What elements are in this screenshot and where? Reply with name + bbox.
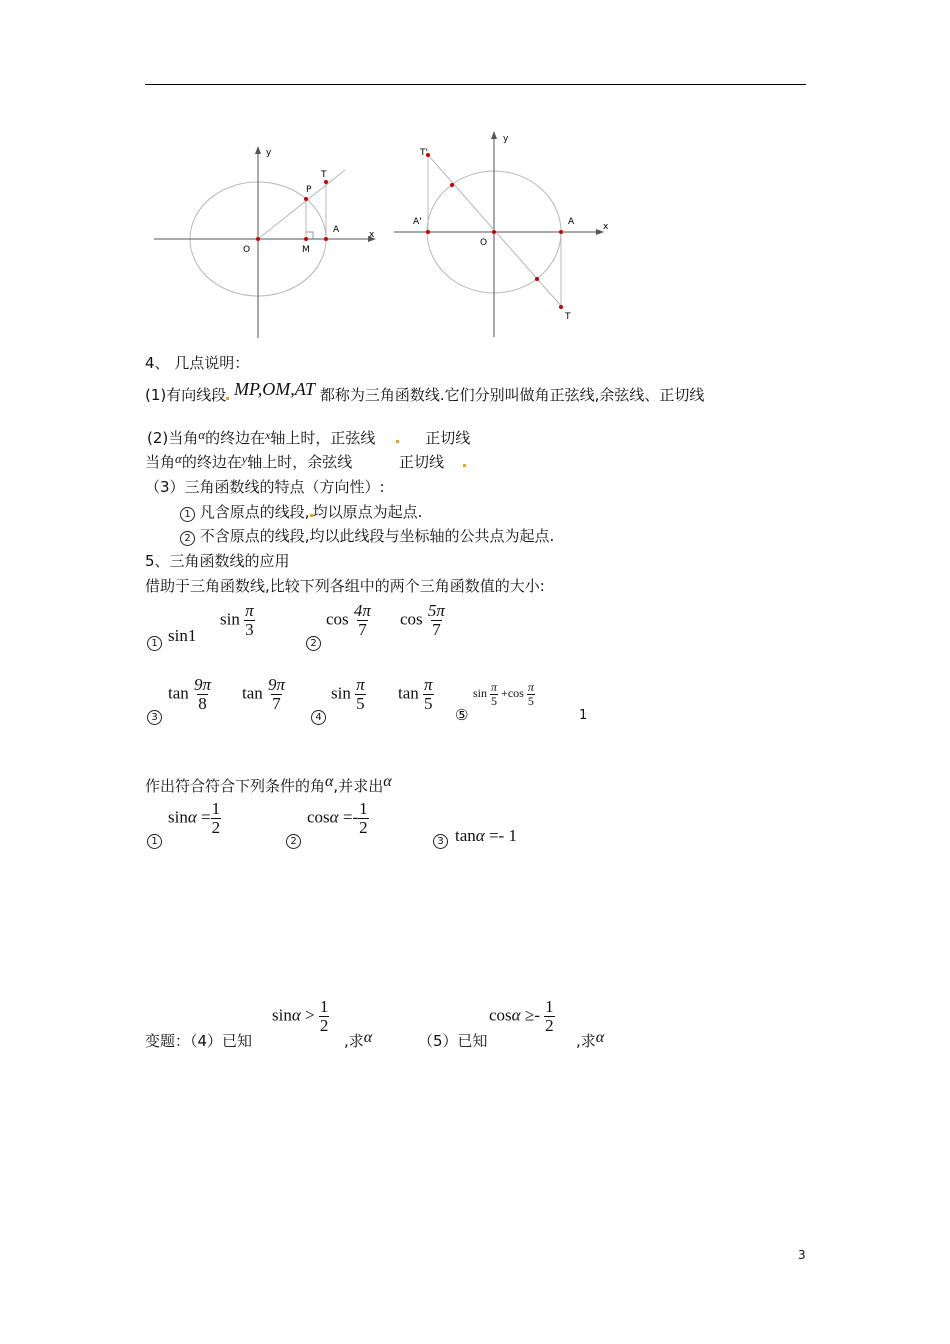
item-number-1: 1 — [147, 636, 162, 651]
marker-dot — [463, 464, 466, 467]
section5-intro: 借助于三角函数线,比较下列各组中的两个三角函数值的大小: — [145, 577, 545, 595]
section4-item2: (2)当角α的终边在$^x$轴上时，正弦线 正切线 — [147, 427, 471, 447]
point-p — [304, 197, 308, 201]
label-t-prime: T' — [420, 148, 428, 158]
section4-item3: 当角α的终边在$^y$轴上时，余弦线 正切线 — [145, 451, 466, 472]
item-number-4: 4 — [311, 710, 326, 725]
point-p-2 — [535, 277, 539, 281]
label-p: P — [306, 185, 312, 195]
section4-heading: 4、 几点说明： — [145, 354, 250, 372]
task-number-2: 2 — [286, 834, 301, 849]
section4-item4: （3）三角函数线的特点（方向性）: — [145, 478, 385, 496]
trailing-number: 1 — [579, 708, 588, 723]
origin-point-2 — [492, 230, 496, 234]
point-m — [304, 237, 308, 241]
label-a: A — [333, 225, 340, 235]
axis-label-x-2: x — [603, 222, 609, 232]
expr-sin1: sin1 — [168, 626, 197, 645]
point-p-prime — [450, 183, 454, 187]
expr-cos-4pi-over-7: cos $\frac{4\pi}{7}$ — [326, 601, 371, 639]
point-a — [324, 237, 328, 241]
unit-circle-figure-1 — [150, 140, 390, 340]
axis-label-y: y — [266, 148, 272, 158]
expr-sin-plus-cos: sin $\frac{\pi}{5}$ +cos $\frac{\pi}{5}$ — [473, 680, 534, 708]
item-number-3: 3 — [147, 710, 162, 725]
marker-dot — [226, 397, 229, 400]
variant-5-ask: ,求α — [576, 1029, 605, 1050]
label-a-prime: A' — [413, 217, 422, 227]
direction-rule-2: 2 不含原点的线段,均以此线段与坐标轴的公共点为起点. — [180, 525, 554, 546]
marker-dot — [396, 440, 399, 443]
expr-tan-9pi-over-7: tan $\frac{9\pi}{7}$ — [242, 675, 286, 713]
point-a-2 — [559, 230, 563, 234]
direction-rule-1: 1 凡含原点的线段, 均以原点为起点. — [180, 501, 422, 522]
expr-cos-5pi-over-7: cos $\frac{5\pi}{7}$ — [400, 601, 445, 639]
item-number-2: 2 — [306, 636, 321, 651]
label-t: T — [321, 170, 327, 180]
task-number-1: 1 — [147, 834, 162, 849]
axis-label-y-2: y — [503, 134, 509, 144]
expr-tan-pi-over-5: tan $\frac{\pi}{5}$ — [398, 675, 433, 713]
variant-4-ask: ,求α — [344, 1029, 373, 1050]
label-o: O — [243, 245, 251, 255]
label-a-2: A — [568, 217, 575, 227]
item-number-5: ⑤ — [455, 706, 469, 724]
eq-sin-alpha-half: sinα = $\frac{1}{2}$ — [168, 799, 221, 837]
eq-cos-alpha-neg-half: cosα =- $\frac{1}{2}$ — [307, 799, 368, 837]
expr-tan-9pi-over-8: tan $\frac{9\pi}{8}$ — [168, 675, 212, 713]
variant-5-label: （5）已知 — [418, 1032, 488, 1050]
point-t-2 — [559, 305, 563, 309]
axis-label-x: x — [369, 230, 375, 240]
ineq-cos-alpha-ge-neg-half: cosα ≥- $\frac{1}{2}$ — [489, 997, 554, 1035]
variant-4-label: 变题：（4）已知 — [145, 1032, 253, 1050]
ineq-sin-alpha-gt-half: sinα > $\frac{1}{2}$ — [272, 997, 329, 1035]
task-number-3: 3 — [433, 834, 448, 849]
expr-sin-pi-over-3: sin $\frac{\pi}{3}$ — [220, 601, 254, 639]
header-rule — [145, 84, 806, 85]
expr-sin-pi-over-5: sin $\frac{\pi}{5}$ — [331, 675, 365, 713]
point-a-prime — [426, 230, 430, 234]
directed-segments: MP,OM,AT — [234, 379, 316, 399]
origin-point — [256, 237, 260, 241]
page-number: 3 — [798, 1248, 806, 1262]
unit-circle-figure-2 — [390, 125, 620, 340]
point-t — [324, 180, 328, 184]
label-t-2: T — [565, 312, 571, 322]
eq-tan-alpha-neg-one: tanα =- 1 — [455, 826, 517, 845]
section4-item1: (1)有向线段 MP,OM,AT 都称为三角函数线.它们分别叫做角正弦线,余弦线、正切线 — [145, 379, 705, 404]
label-o-2: O — [480, 238, 488, 248]
section5-heading: 5、三角函数线的应用 — [145, 552, 290, 570]
label-m: M — [302, 245, 310, 255]
task-prompt: 作出符合符合下列条件的角α,并求出α — [145, 773, 392, 795]
